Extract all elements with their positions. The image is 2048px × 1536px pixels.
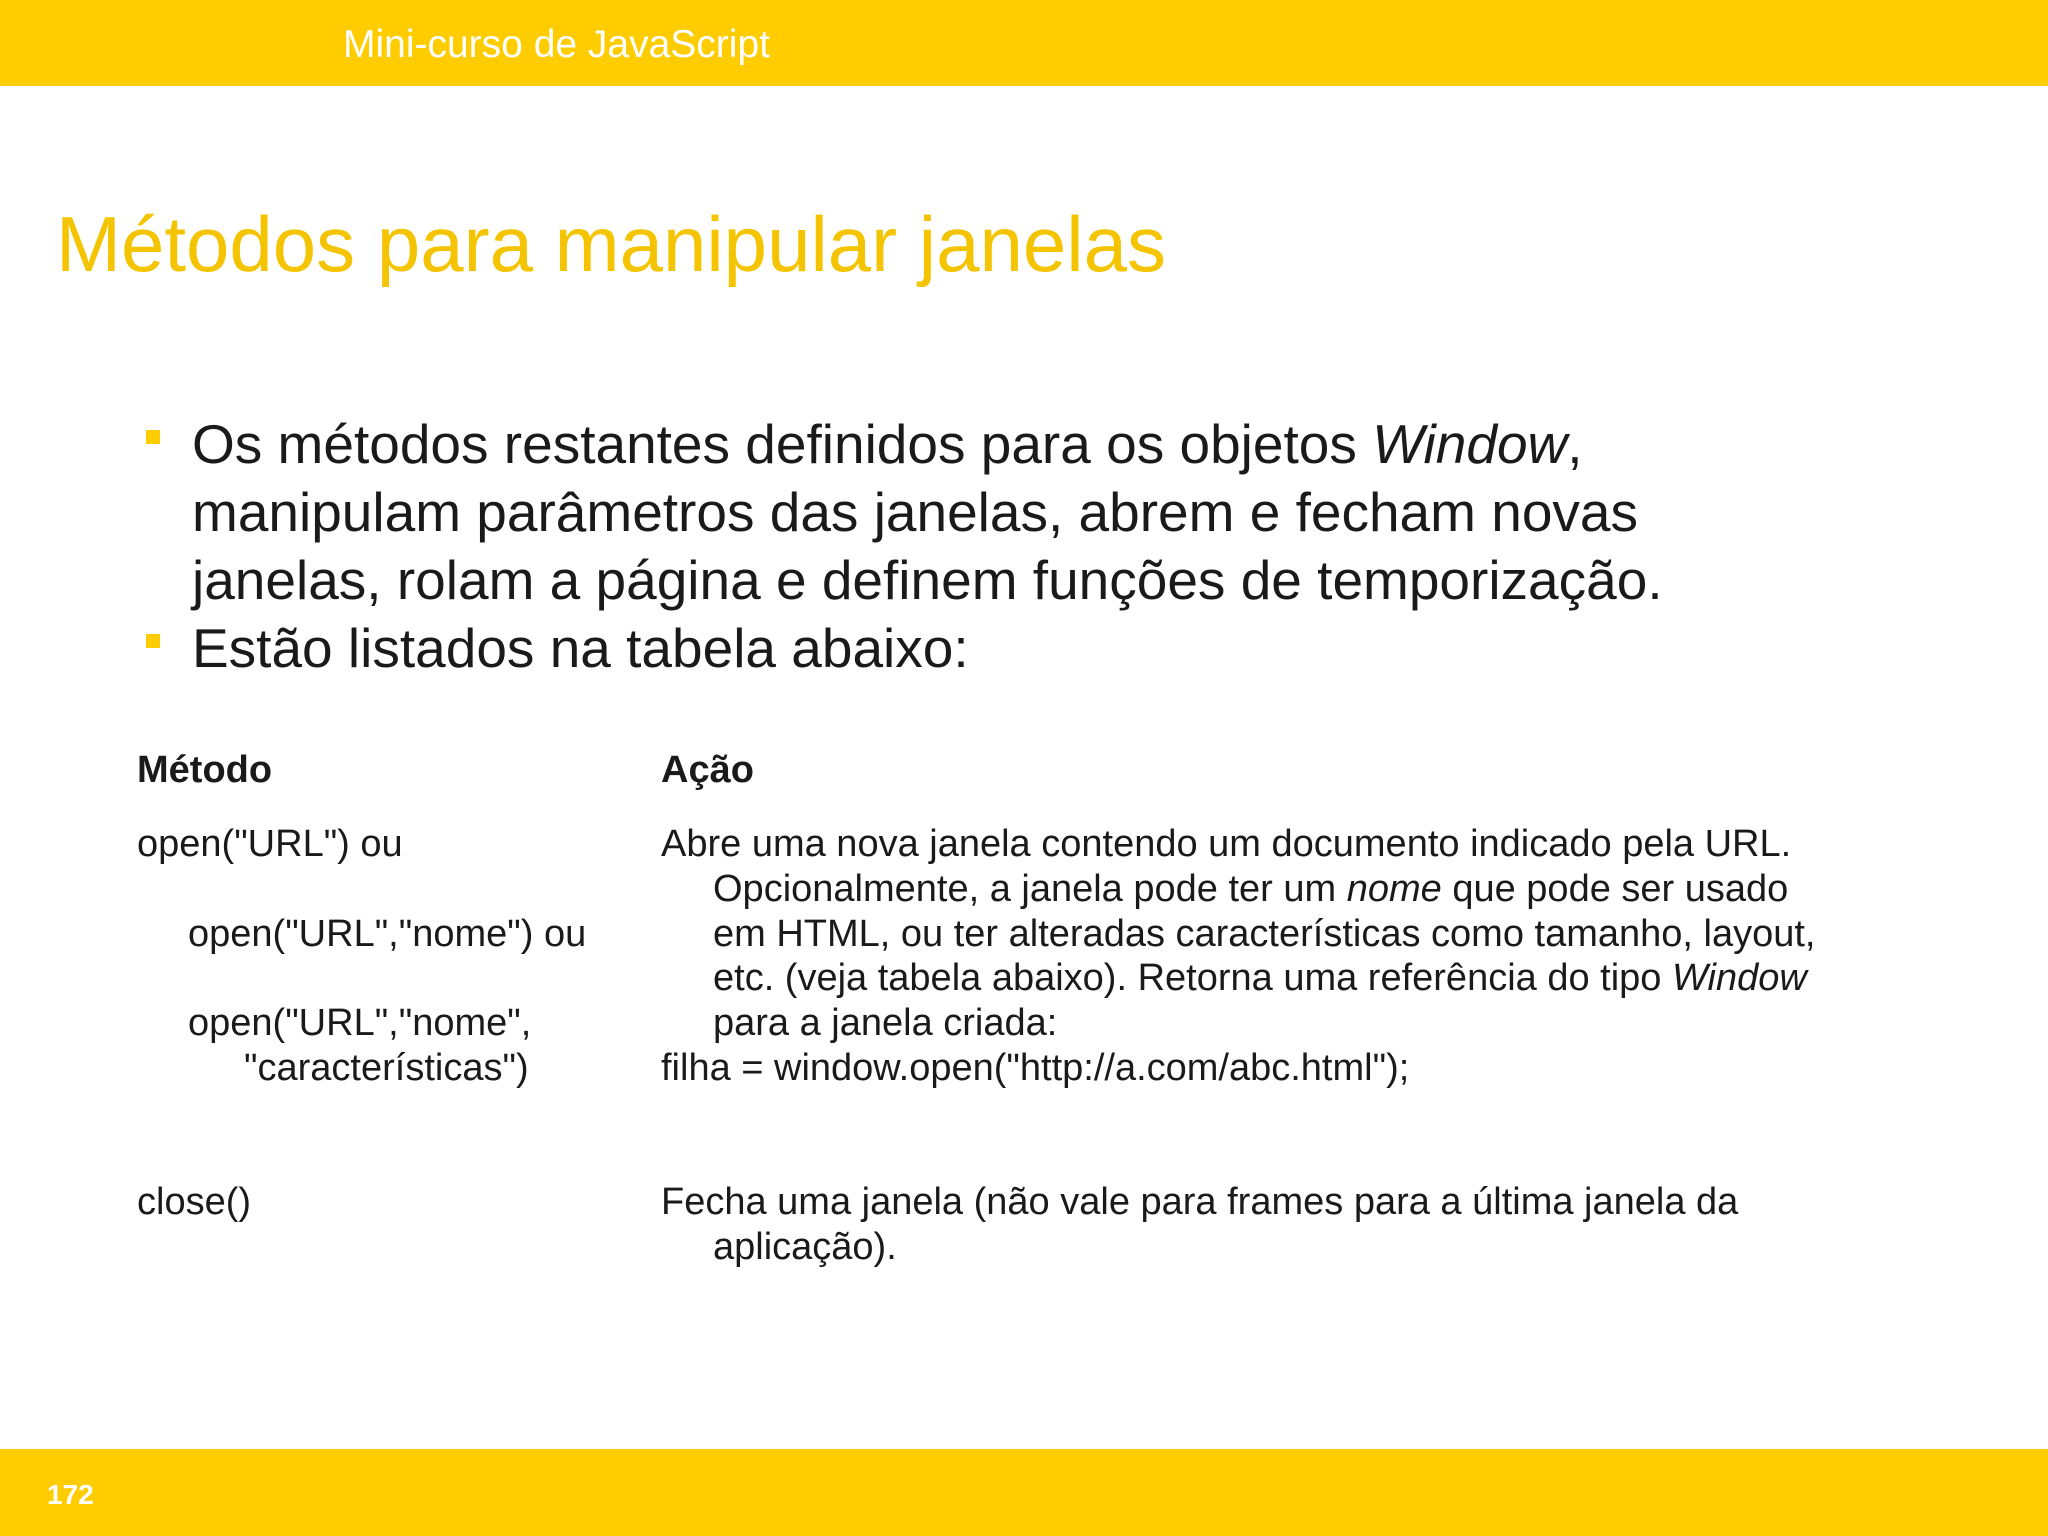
action-cell-line: aplicação). (713, 1226, 897, 1268)
square-bullet-icon (146, 634, 160, 648)
method-cell-line: open("URL") ou (137, 823, 403, 865)
method-cell-line: "características") (244, 1047, 529, 1089)
action-cell-line (713, 956, 1807, 1001)
bullet-text (192, 413, 1663, 611)
bullet-item (142, 410, 1942, 614)
course-title: Mini-curso de JavaScript (343, 23, 770, 66)
emphasis-window: Window (1671, 957, 1807, 999)
action-cell-line: em HTML, ou ter alteradas características como tamanho, layout, (713, 913, 1816, 955)
action-cell-line (713, 867, 1788, 912)
square-bullet-icon (146, 430, 160, 444)
bullet-text-part: Os métodos restantes definidos para os objetos (192, 413, 1373, 475)
action-text-part: etc. (veja tabela abaixo). Retorna uma referência do tipo (713, 957, 1672, 999)
slide-title: Métodos para manipular janelas (56, 200, 1166, 288)
emphasis-nome: nome (1346, 868, 1442, 910)
action-text-part: Opcionalmente, a janela pode ter um (713, 868, 1347, 910)
method-cell-line: close() (137, 1181, 252, 1223)
bullet-text: Estão listados na tabela abaixo: (192, 617, 969, 679)
action-cell-line: para a janela criada: (713, 1002, 1058, 1044)
bullet-item (142, 614, 1942, 682)
column-header-action: Ação (661, 749, 754, 791)
bullet-list (142, 410, 1942, 682)
emphasis-window: Window (1372, 413, 1568, 475)
header-bar (0, 0, 2048, 86)
action-cell-line: Fecha uma janela (não vale para frames para a última janela da (661, 1181, 1739, 1223)
page-number: 172 (47, 1479, 94, 1510)
method-cell-line: open("URL","nome") ou (188, 913, 587, 955)
bullet-text-part: , manipulam parâmetros das janelas, abrem e fecham novas janelas, rolam a página e definem funções de temporização. (192, 413, 1663, 611)
action-cell-line: Abre uma nova janela contendo um documento indicado pela URL. (661, 823, 1792, 865)
code-example: filha = window.open("http://a.com/abc.html"); (661, 1047, 1410, 1089)
column-header-method: Método (137, 749, 273, 791)
method-cell-line: open("URL","nome", (188, 1002, 532, 1044)
footer-bar (0, 1449, 2048, 1536)
action-text-part: que pode ser usado (1441, 868, 1789, 910)
